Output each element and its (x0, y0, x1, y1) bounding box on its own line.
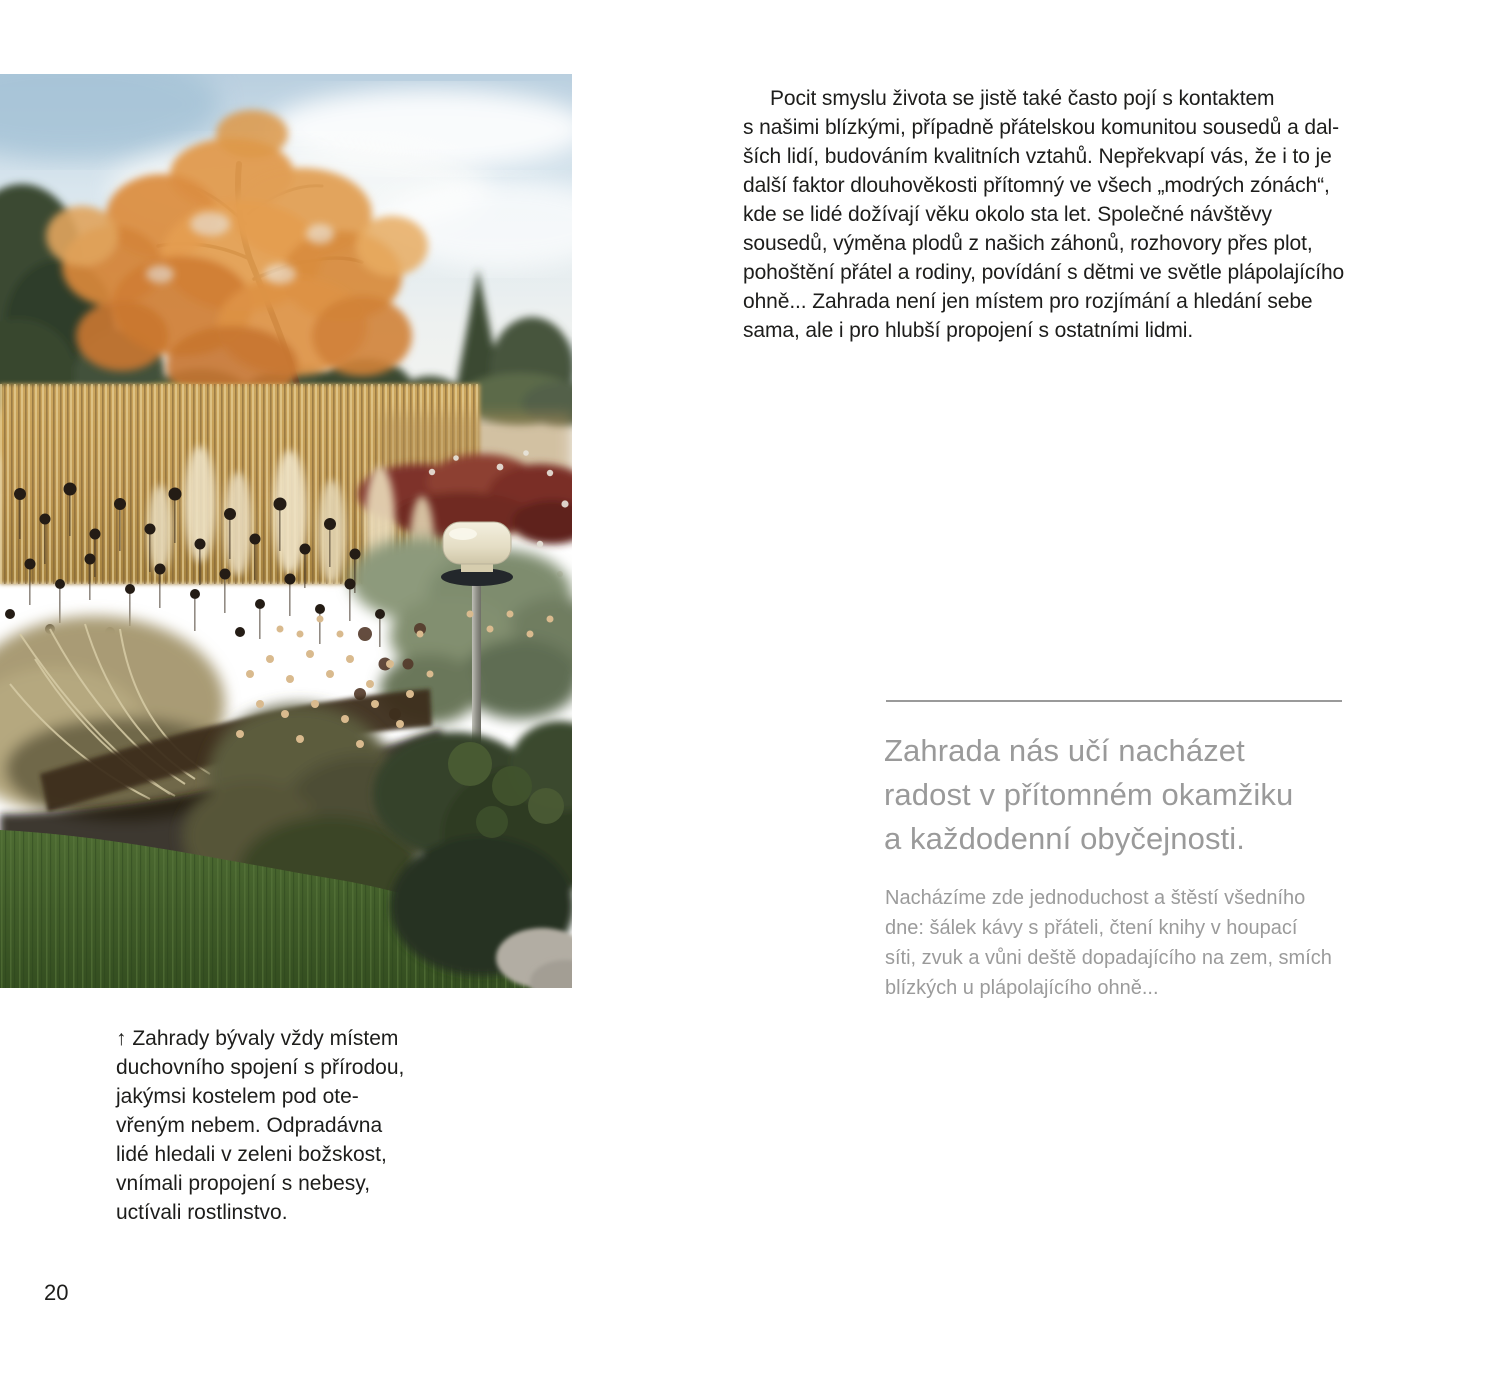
text-line: duchovního spojení s přírodou, (116, 1056, 405, 1079)
text-line: vřeným nebem. Odpradávna (116, 1114, 383, 1137)
garden-photo (0, 74, 572, 988)
photo-caption (116, 1024, 446, 1227)
text-line: ších lidí, budováním kvalitních vztahů. Nepřekvapí vás, že i to je (743, 145, 1332, 168)
pullquote-divider (886, 700, 1342, 702)
text-line: ↑ Zahrady bývaly vždy místem (116, 1027, 399, 1050)
text-line: Zahrada nás učí nacházet (884, 733, 1245, 768)
text-line: Pocit smyslu života se jistě také často pojí s kontaktem (770, 87, 1275, 110)
text-line: pohoštění přátel a rodiny, povídání s dětmi ve světle plápolajícího (743, 261, 1345, 284)
text-line: dne: šálek kávy s přáteli, čtení knihy v houpací (885, 917, 1298, 939)
text-line: lidé hledali v zeleni božskost, (116, 1143, 387, 1166)
text-line: blízkých u plápolajícího ohně... (885, 977, 1159, 999)
text-line: kde se lidé dožívají věku okolo sta let. Společné návštěvy (743, 203, 1272, 226)
page-number: 20 (44, 1280, 69, 1305)
text-line: ohně... Zahrada není jen místem pro rozjímání a hledání sebe (743, 290, 1313, 313)
pullquote (884, 729, 1384, 861)
pullquote-subtext (885, 883, 1365, 1003)
text-line: radost v přítomném okamžiku (884, 777, 1294, 812)
text-line: jakýmsi kostelem pod ote- (116, 1085, 359, 1108)
text-line: s našimi blízkými, případně přátelskou komunitou sousedů a dal- (743, 116, 1340, 139)
text-line: a každodenní obyčejnosti. (884, 821, 1245, 856)
garden-photo-illustration (0, 74, 572, 988)
text-line: Nacházíme zde jednoduchost a štěstí všedního (885, 887, 1306, 909)
text-line: uctívali rostlinstvo. (116, 1201, 288, 1224)
text-line: vnímali propojení s nebesy, (116, 1172, 371, 1195)
body-paragraph (743, 84, 1383, 345)
text-line: sousedů, výměna plodů z našich záhonů, rozhovory přes plot, (743, 232, 1313, 255)
text-line: síti, zvuk a vůni deště dopadajícího na zem, smích (885, 947, 1332, 969)
text-line: sama, ale i pro hlubší propojení s ostatními lidmi. (743, 319, 1194, 342)
text-line: další faktor dlouhověkosti přítomný ve všech „modrých zónách“, (743, 174, 1330, 197)
